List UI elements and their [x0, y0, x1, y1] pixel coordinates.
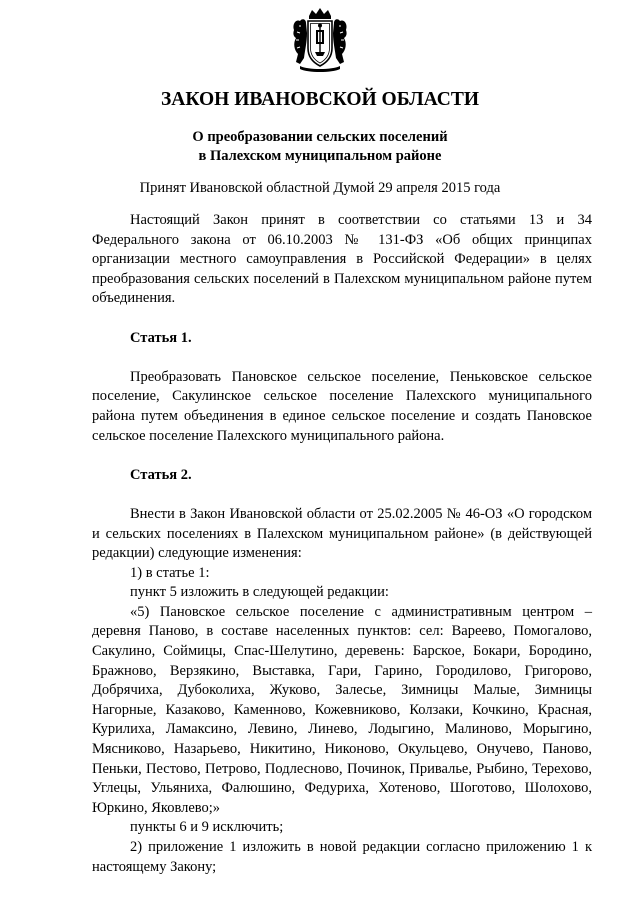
adoption-statement: Принят Ивановской областной Думой 29 апреля 2015 года — [139, 180, 501, 196]
article-1-heading: Статья 1. — [130, 329, 192, 346]
law-body — [92, 211, 592, 877]
article-1-text: Преобразовать Пановское сельское поселение, Пеньковское сельское поселение, Сакулинское сельское поселение Палехского муниципального района путем объединения в единое сельское поселение и создать Пановское сельское поселение Палехского муниципального района. — [92, 368, 592, 444]
article-2-heading: Статья 2. — [130, 466, 192, 483]
coat-of-arms-icon — [290, 8, 350, 74]
article-2-item-1: 1) в статье 1: — [130, 564, 210, 581]
article-2-item-1-exclude: пункты 6 и 9 исключить; — [130, 819, 284, 836]
law-subject-line-1: О преобразовании сельских поселений — [192, 129, 448, 145]
law-title: ЗАКОН ИВАНОВСКОЙ ОБЛАСТИ — [160, 89, 480, 110]
article-2-item-1-sub: пункт 5 изложить в следующей редакции: — [130, 584, 389, 601]
spacer — [92, 485, 592, 505]
article-2-intro: Внести в Закон Ивановской области от 25.02.2005 № 46-ОЗ «О городском и сельских поселениях в Палехском муниципальном районе» (в действующей редакции) следующие изменения: — [92, 505, 592, 562]
preamble-paragraph: Настоящий Закон принят в соответствии со статьями 13 и 34 Федерального закона от 06.10.2003 № 131-ФЗ «Об общих принципах организации местного самоуправления в Российской Федерации» в целях преобразования сельских поселений в Палехском муниципальном районе путем объединения. — [92, 212, 592, 307]
spacer — [92, 446, 592, 466]
law-subject-line-2: в Палехском муниципальном районе — [198, 148, 442, 164]
law-subject — [0, 128, 640, 166]
spacer — [92, 309, 592, 329]
article-2-item-2: 2) приложение 1 изложить в новой редакции согласно приложению 1 к настоящему Закону; — [92, 839, 592, 875]
spacer — [92, 348, 592, 368]
article-2-item-1-quote: «5) Пановское сельское поселение с административным центром – деревня Паново, в составе населенных пунктов: сел: Вареево, Помогалово, Сакулино, Соймицы, Спас-Шелутино, деревень: Барское, Бокари, Бородино, Бражново, Верзякино, Выставка, Гари, Гарино, Городилово, Григорово, Добрячиха, Дубоколиха, Жуково, Залесье, Зимницы Малые, Зимницы Нагорные, Казаково, Каменново, Кожевниково, Колзаки, Кочкино, Красная, Курилиха, Ламаксино, Левино, Линево, Лодыгино, Малиново, Морыгино, Мясниково, Назарьево, Никитино, Никоново, Окульцево, Онучево, Паново, Пеньки, Пестово, Петрово, Подлесново, Починок, Привалье, Рыбино, Терехово, Углецы, Ульяниха, Фалюшино, Федуриха, Хотеново, Шоготово, Шолохово, Юркино, Яковлево;» — [92, 603, 592, 816]
